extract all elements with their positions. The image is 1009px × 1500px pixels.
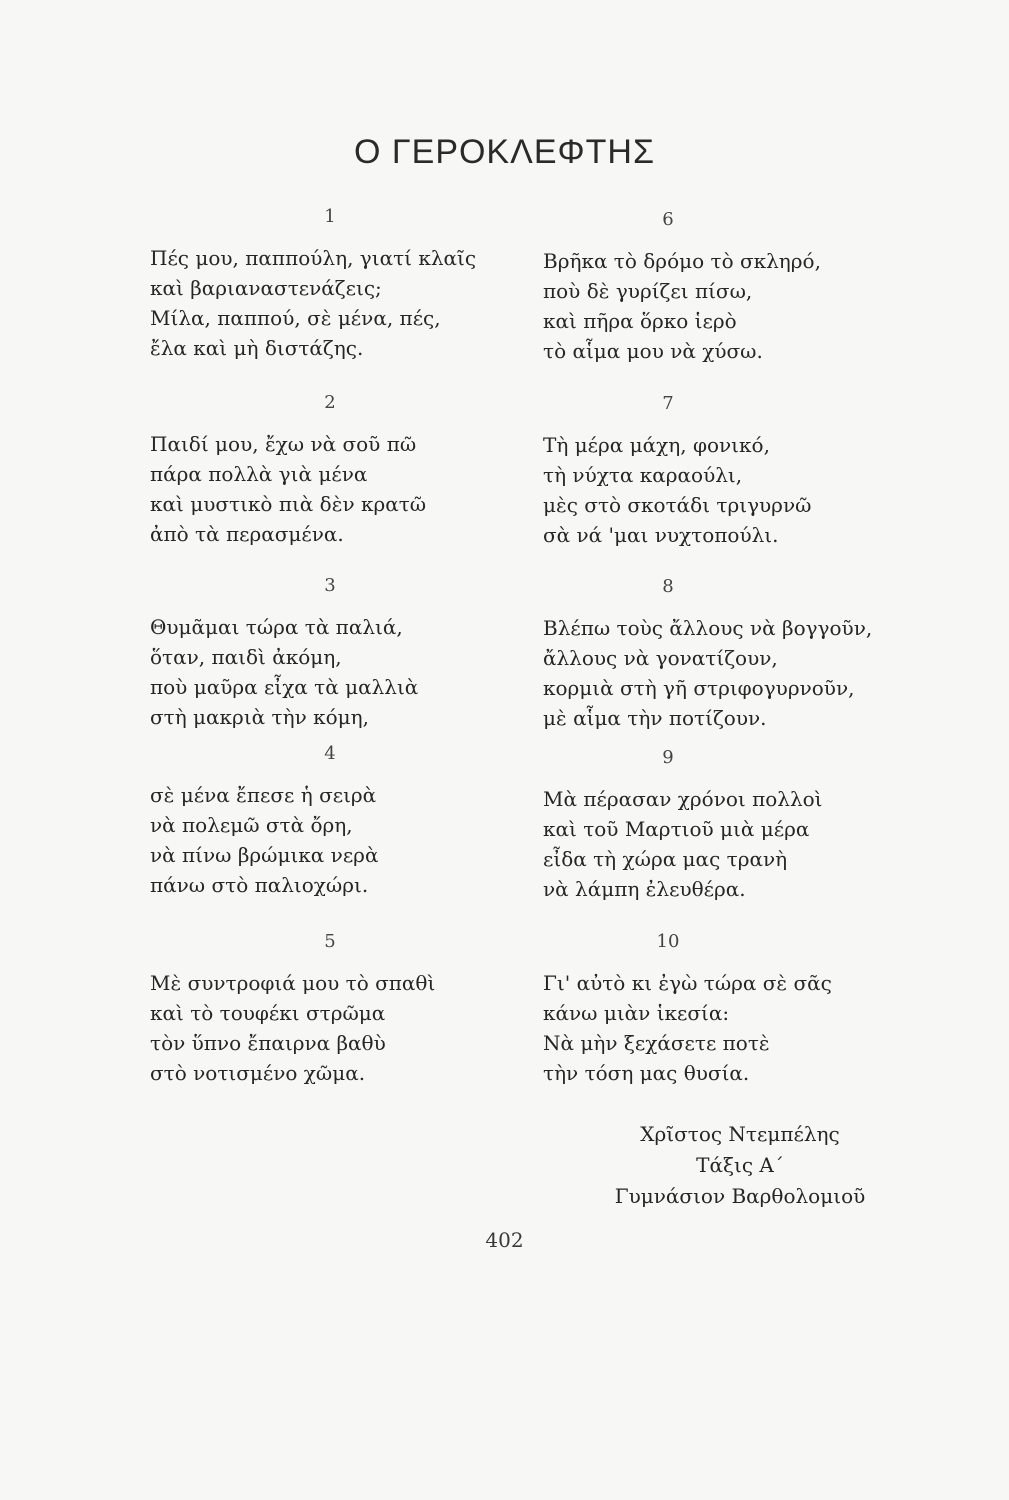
verse-line: καὶ βαριαναστενάζεις; <box>150 276 382 300</box>
verse-line: Παιδί μου, ἔχω νὰ σοῦ πῶ <box>150 432 417 456</box>
verse-line: ἀπὸ τὰ περασμένα. <box>150 522 344 546</box>
verse-line: ὅταν, παιδὶ ἀκόμη, <box>150 645 342 669</box>
verse-line: στὴ μακριὰ τὴν κόμη, <box>150 705 369 729</box>
verse-line: τὸν ὕπνο ἔπαιρνα βαθὺ <box>150 1031 386 1055</box>
stanza-number: 2 <box>324 392 336 413</box>
verse-line: Νὰ μὴν ξεχάσετε ποτὲ <box>543 1031 770 1055</box>
verse-line: Θυμᾶμαι τώρα τὰ παλιά, <box>150 615 403 639</box>
stanza-9 <box>543 746 943 904</box>
stanza-2 <box>150 391 550 549</box>
stanza-number: 4 <box>324 743 336 764</box>
verse-line: καὶ τοῦ Μαρτιοῦ μιὰ μέρα <box>543 817 810 841</box>
verse-line: Πές μου, παππούλη, γιατί κλαῖς <box>150 246 477 270</box>
verse-line: κάνω μιὰν ἱκεσία: <box>543 1001 730 1025</box>
verse-line: πάρα πολλὰ γιὰ μένα <box>150 462 368 486</box>
author-school: Γυμνάσιον Βαρθολομιοῦ <box>614 1184 866 1208</box>
stanza-number: 9 <box>662 747 674 768</box>
verse-line: Βρῆκα τὸ δρόμο τὸ σκληρό, <box>543 249 821 273</box>
stanza-number: 1 <box>324 206 336 227</box>
stanza-10 <box>543 930 943 1088</box>
stanza-number: 6 <box>662 209 674 230</box>
verse-line: τὴν τόση μας θυσία. <box>543 1061 750 1085</box>
page-number: 402 <box>485 1228 524 1252</box>
verse-line: καὶ μυστικὸ πιὰ δὲν κρατῶ <box>150 492 427 516</box>
verse-line: πάνω στὸ παλιοχώρι. <box>150 873 369 897</box>
verse-line: νὰ λάμπη ἐλευθέρα. <box>543 877 746 901</box>
verse-line: εἶδα τὴ χώρα μας τρανὴ <box>543 847 788 871</box>
verse-line: ἄλλους νὰ γονατίζουν, <box>543 646 778 670</box>
verse-line: ποὺ μαῦρα εἶχα τὰ μαλλιὰ <box>150 675 419 699</box>
stanza-number: 10 <box>656 931 680 952</box>
verse-line: μὲς στὸ σκοτάδι τριγυρνῶ <box>543 493 812 517</box>
verse-line: στὸ νοτισμένο χῶμα. <box>150 1061 366 1085</box>
stanza-3 <box>150 574 550 732</box>
verse-line: κορμιὰ στὴ γῆ στριφογυρνοῦν, <box>543 676 855 700</box>
author-class: Τάξις Α΄ <box>696 1153 784 1177</box>
verse-line: σὲ μένα ἔπεσε ἡ σειρὰ <box>150 783 377 807</box>
stanza-7 <box>543 392 943 550</box>
verse-line: μὲ αἷμα τὴν ποτίζουν. <box>543 706 767 730</box>
verse-line: ποὺ δὲ γυρίζει πίσω, <box>543 279 753 303</box>
verse-line: καὶ τὸ τουφέκι στρῶμα <box>150 1001 386 1025</box>
verse-line: Γι' αὐτὸ κι ἐγὼ τώρα σὲ σᾶς <box>543 971 832 995</box>
verse-line: νὰ πολεμῶ στὰ ὄρη, <box>150 813 353 837</box>
verse-line: Μὲ συντροφιά μου τὸ σπαθὶ <box>150 971 436 995</box>
author-name: Χρῖστος Ντεμπέλης <box>640 1122 840 1146</box>
verse-line: νὰ πίνω βρώμικα νερὰ <box>150 843 379 867</box>
stanza-6 <box>543 208 943 366</box>
stanza-number: 8 <box>662 576 674 597</box>
verse-line: Τὴ μέρα μάχη, φονικό, <box>543 433 770 457</box>
verse-line: καὶ πῆρα ὅρκο ἱερὸ <box>543 309 737 333</box>
poem-title: Ο ΓΕΡΟΚΛΕΦΤΗΣ <box>354 133 655 171</box>
stanza-5 <box>150 930 550 1088</box>
stanza-number: 3 <box>324 575 336 596</box>
verse-line: τὴ νύχτα καραούλι, <box>543 463 743 487</box>
verse-line: τὸ αἷμα μου νὰ χύσω. <box>543 339 763 363</box>
verse-line: Μίλα, παππού, σὲ μένα, πές, <box>150 306 441 330</box>
verse-line: Μὰ πέρασαν χρόνοι πολλοὶ <box>543 787 823 811</box>
verse-line: ἔλα καὶ μὴ διστάζης. <box>150 336 364 360</box>
verse-line: Βλέπω τοὺς ἄλλους νὰ βογγοῦν, <box>543 616 873 640</box>
author-signature <box>600 1119 880 1212</box>
stanza-8 <box>543 575 943 733</box>
stanza-number: 5 <box>324 931 336 952</box>
verse-line: σὰ νά 'μαι νυχτοπούλι. <box>543 523 779 547</box>
stanza-number: 7 <box>662 393 674 414</box>
stanza-4 <box>150 742 550 900</box>
stanza-1 <box>150 205 550 363</box>
